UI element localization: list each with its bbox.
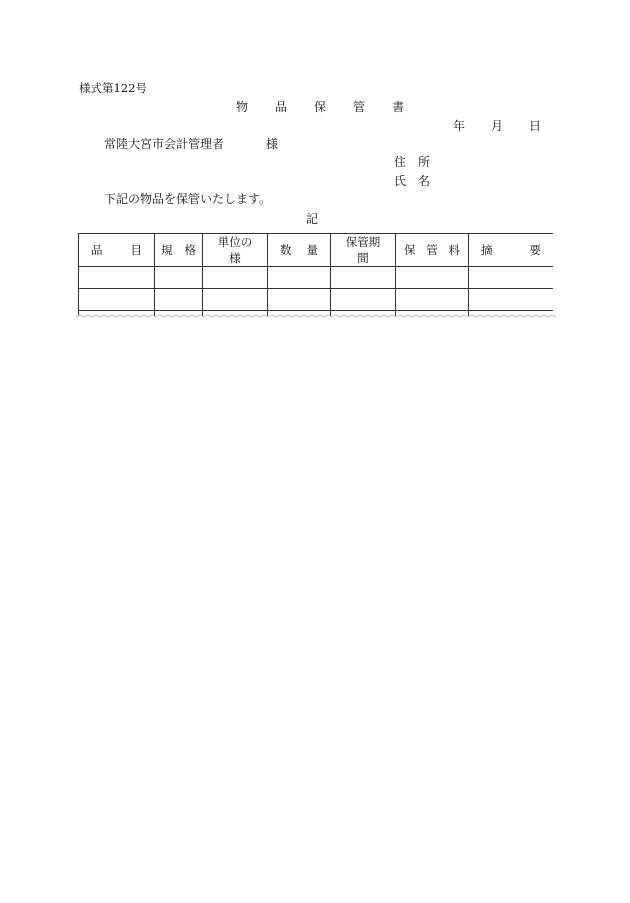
header-char: 保管期間: [345, 235, 381, 265]
header-char: 単位の様: [217, 235, 253, 265]
table-cell: [79, 267, 155, 289]
title-char: 品: [275, 100, 288, 114]
table-cell: [268, 289, 331, 311]
header-char: 管: [426, 243, 438, 257]
header-char: 数: [280, 243, 292, 257]
header-char: 保: [404, 243, 416, 257]
header-remarks: [469, 234, 554, 267]
date-year-label: 年: [453, 119, 466, 133]
table-cell: [268, 267, 331, 289]
table-cell: [79, 289, 155, 311]
table-header-row: [79, 234, 554, 267]
address-label-char: 住: [394, 155, 407, 169]
ki-label: 記: [306, 212, 319, 226]
table-row: [79, 267, 554, 289]
table-cell: [469, 289, 554, 311]
header-item: [79, 234, 155, 267]
table-cell: [155, 267, 203, 289]
header-storage-period: [331, 234, 396, 267]
torn-edge-divider: [76, 312, 556, 324]
form-number: 様式第122号: [79, 81, 147, 95]
items-table-container: [78, 233, 553, 320]
header-char: 規: [161, 243, 173, 257]
header-spec: [155, 234, 203, 267]
header-char: 格: [184, 243, 196, 257]
name-label-char: 氏: [394, 174, 407, 188]
date-month-label: 月: [491, 119, 504, 133]
table-cell: [203, 289, 268, 311]
header-char: 目: [130, 243, 142, 257]
statement-text: 下記の物品を保管いたします。: [104, 192, 272, 206]
document-title: [236, 101, 404, 113]
table-cell: [396, 267, 469, 289]
address-label-char: 所: [418, 155, 431, 169]
header-char: 摘: [481, 243, 493, 257]
table-cell: [203, 267, 268, 289]
title-char: 管: [353, 100, 366, 114]
date-day-label: 日: [529, 119, 542, 133]
addressee-name: 常陸大宮市会計管理者: [104, 137, 225, 151]
title-char: 物: [236, 100, 249, 114]
header-char: 料: [448, 243, 460, 257]
name-label: [394, 175, 430, 187]
header-quantity: [268, 234, 331, 267]
name-label-char: 名: [418, 174, 431, 188]
table-row: [79, 289, 554, 311]
title-char: 保: [314, 100, 327, 114]
table-cell: [469, 267, 554, 289]
header-char: 品: [91, 243, 103, 257]
address-label: [394, 156, 430, 168]
header-storage-fee: [396, 234, 469, 267]
header-unit: [203, 234, 268, 267]
table-cell: [155, 289, 203, 311]
addressee-honorific: 様: [266, 137, 279, 151]
table-cell: [396, 289, 469, 311]
table-cell: [331, 289, 396, 311]
header-char: 要: [529, 243, 541, 257]
items-table: [78, 233, 553, 320]
title-char: 書: [392, 100, 405, 114]
date-line: [453, 120, 541, 132]
table-cell: [331, 267, 396, 289]
header-char: 量: [306, 243, 318, 257]
